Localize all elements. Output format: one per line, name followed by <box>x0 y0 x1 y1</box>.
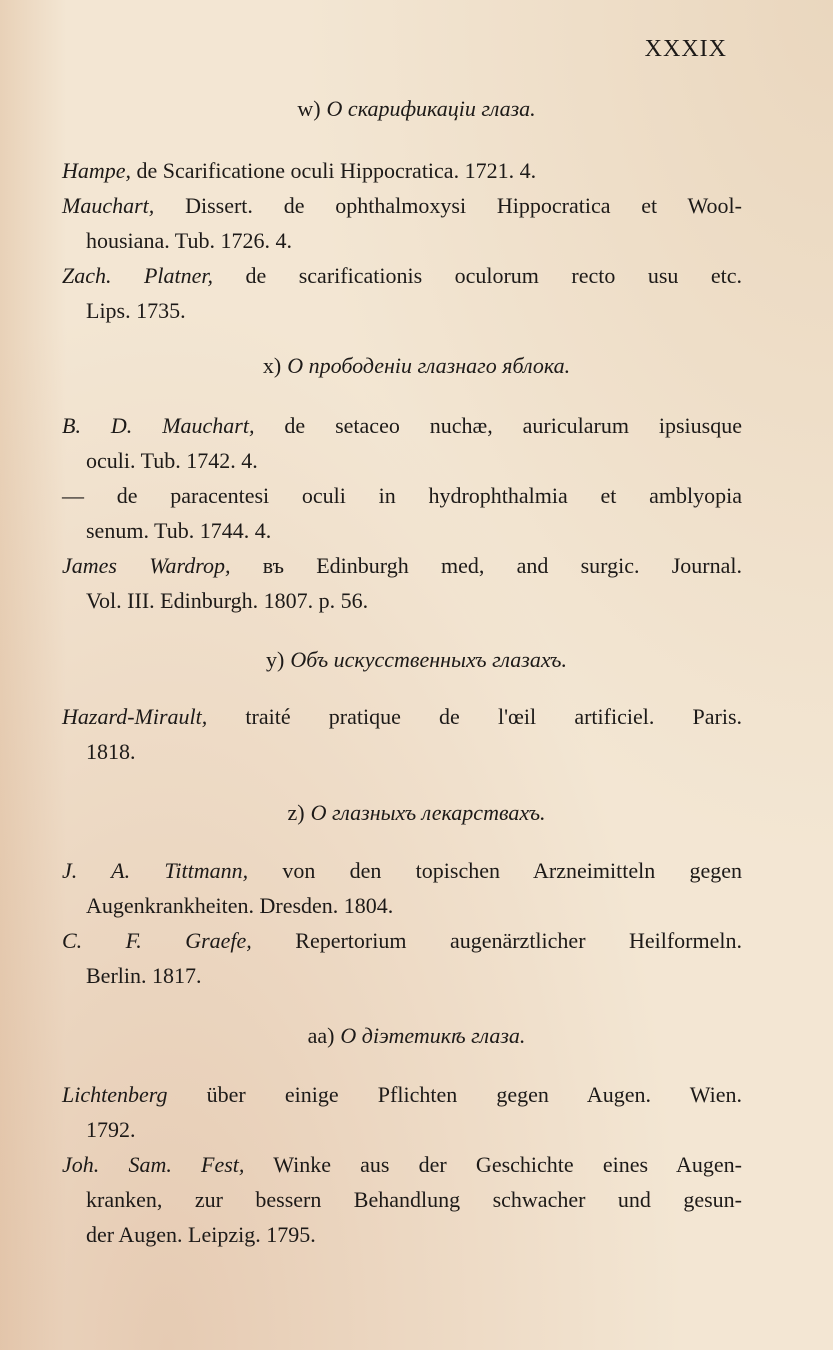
entry-line: — de paracentesi oculi in hydrophthalmia et amblyopia <box>62 483 742 508</box>
entry-line: Augenkrankheiten. Dresden. 1804. <box>86 893 394 918</box>
entry-line <box>62 1147 742 1182</box>
entry-text: Dissert. de ophthalmoxysi Hippocratica et Wool- <box>185 193 742 218</box>
bibliography-entry <box>62 258 742 328</box>
section-title: О скарификаціи глаза. <box>326 96 536 121</box>
entry-line <box>62 699 742 734</box>
entry-line <box>62 923 742 958</box>
entry-text: Winke aus der Geschichte eines Augen- <box>273 1152 742 1177</box>
section-heading-y <box>0 647 833 673</box>
entry-author: Mauchart, <box>62 193 155 218</box>
bibliography-entry <box>62 853 742 923</box>
entry-line <box>62 853 742 888</box>
entry-author: Zach. Platner, <box>62 263 214 288</box>
entry-line: oculi. Tub. 1742. 4. <box>86 448 258 473</box>
bibliography-entry <box>62 153 742 188</box>
section-label: w) <box>297 96 321 121</box>
entry-line <box>62 188 742 223</box>
entry-author: Lichtenberg <box>62 1082 168 1107</box>
entry-line: 1818. <box>86 739 136 764</box>
bibliography-entry <box>62 408 742 478</box>
entry-text: über einige Pflichten gegen Augen. Wien. <box>206 1082 743 1107</box>
page-number: XXXIX <box>644 36 727 62</box>
entry-line: housiana. Tub. 1726. 4. <box>86 228 292 253</box>
entry-text: traité pratique de l'œil artificiel. Paris. <box>245 704 743 729</box>
entry-text: von den topischen Arzneimitteln gegen <box>282 858 742 883</box>
section-title: Объ искусственныхъ глазахъ. <box>290 647 567 672</box>
entry-line: senum. Tub. 1744. 4. <box>86 518 272 543</box>
entry-text: въ Edinburgh med, and surgic. Journal. <box>262 553 742 578</box>
bibliography-entry <box>62 1077 742 1147</box>
entry-author: Hampe, <box>62 158 132 183</box>
entry-line: der Augen. Leipzig. 1795. <box>86 1222 316 1247</box>
entry-line: Vol. III. Edinburgh. 1807. p. 56. <box>86 588 369 613</box>
section-title: О діэтетикѣ глаза. <box>340 1023 526 1048</box>
bibliography-entry <box>62 699 742 769</box>
entry-line: Berlin. 1817. <box>86 963 202 988</box>
entry-line <box>62 153 742 188</box>
entry-line: Lips. 1735. <box>86 298 186 323</box>
section-label: aa) <box>307 1023 335 1048</box>
section-title: О глазныхъ лекарствахъ. <box>310 800 546 825</box>
entry-author: Hazard-Mirault, <box>62 704 208 729</box>
section-label: y) <box>266 647 285 672</box>
entry-line <box>62 1077 742 1112</box>
entry-line: 1792. <box>86 1117 136 1142</box>
section-heading-z <box>0 800 833 826</box>
section-label: x) <box>262 353 282 378</box>
bibliography-entry <box>62 478 742 548</box>
entry-author: C. F. Graefe, <box>62 928 252 953</box>
entry-text: de Scarificatione oculi Hippocratica. 1721. 4. <box>136 158 537 183</box>
section-label: z) <box>287 800 305 825</box>
entry-line <box>62 408 742 443</box>
entry-line <box>62 548 742 583</box>
entry-text: Repertorium augenärztlicher Heilformeln. <box>295 928 743 953</box>
entry-line: kranken, zur bessern Behandlung schwacher und gesun- <box>86 1187 742 1212</box>
bibliography-entry <box>62 1147 742 1252</box>
section-heading-x <box>0 353 833 379</box>
entry-author: J. A. Tittmann, <box>62 858 249 883</box>
entry-text: de scarificationis oculorum recto usu etc. <box>245 263 742 288</box>
bibliography-entry <box>62 548 742 618</box>
entry-line <box>62 258 742 293</box>
section-heading-w <box>0 96 833 122</box>
bibliography-entry <box>62 923 742 993</box>
entry-author: B. D. Mauchart, <box>62 413 255 438</box>
section-title: О прободеніи глазнаго яблока. <box>287 353 571 378</box>
entry-text: de setaceo nuchæ, auricularum ipsiusque <box>284 413 742 438</box>
entry-author: Joh. Sam. Fest, <box>62 1152 245 1177</box>
entry-author: James Wardrop, <box>62 553 231 578</box>
section-heading-aa <box>0 1023 833 1049</box>
bibliography-entry <box>62 188 742 258</box>
